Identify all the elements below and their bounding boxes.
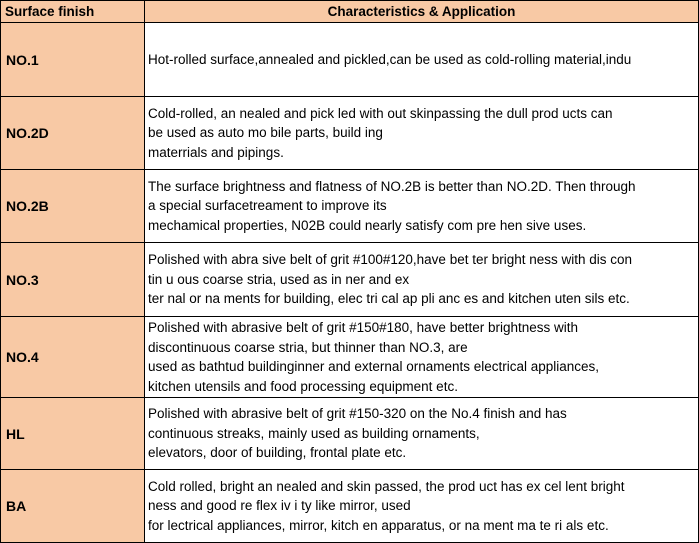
description-line: used as bathtud buildinginner and external ornaments electrical appliances, [148,359,600,374]
finish-name: NO.2D [1,97,145,170]
finish-description [145,398,699,470]
finish-description [145,97,699,170]
finish-description [145,317,699,398]
table-row [1,317,699,398]
table-row [1,97,699,170]
description-line: continuous streaks, mainly used as building ornaments, [148,425,480,441]
finish-description [145,23,699,97]
finish-name: NO.1 [1,23,145,97]
description-line: kitchen utensils and food processing equipment etc. [148,378,458,394]
description-line: The surface brightness and flatness of NO.2B is better than NO.2D. Then through [148,178,636,194]
description-line: a special surfacetreament to improve its [148,198,387,214]
description-line: Polished with abrasive belt of grit #150#180, have better brightness with [148,320,579,335]
finish-name: NO.3 [1,243,145,317]
description-line: mechamical properties, N02B could nearly satisfy com pre hen sive uses. [148,217,587,233]
description-line: for lectrical appliances, mirror, kitch en apparatus, or na ment ma te ri als etc. [148,517,609,533]
finish-name: HL [1,398,145,470]
description-line: discontinuous coarse stria, but thinner than NO.3, are [148,339,468,355]
table-row [1,170,699,243]
description-line: Hot-rolled surface,annealed and pickled,can be used as cold-rolling material,indu [148,51,632,67]
description-line: ter nal or na ments for building, elec tri cal ap pli anc es and kitchen uten sils etc. [148,291,630,307]
table-row [1,398,699,470]
description-line: Cold-rolled, an nealed and pick led with out skinpassing the dull prod ucts can [148,105,613,121]
finish-description [145,170,699,243]
table-row [1,470,699,543]
finish-description [145,470,699,543]
description-line: Cold rolled, bright an nealed and skin passed, the prod uct has ex cel lent bright [148,478,625,494]
table-row [1,23,699,97]
description-line: elevators, door of building, frontal plate etc. [148,445,407,461]
header-surface-finish: Surface finish [1,1,145,23]
description-line: ness and good re flex iv i ty like mirror, used [148,498,411,514]
finish-name: NO.2B [1,170,145,243]
header-characteristics: Characteristics & Application [145,1,699,23]
finish-name: NO.4 [1,317,145,398]
description-line: materrials and pipings. [148,144,284,160]
finish-name: BA [1,470,145,543]
finish-description [145,243,699,317]
header-row [1,1,699,23]
description-line: Polished with abra sive belt of grit #100#120,have bet ter bright ness with dis con [148,252,633,268]
description-line: tin u ous coarse stria, used as in ner and ex [148,271,410,287]
table-row [1,243,699,317]
description-line: be used as auto mo bile parts, build ing [148,125,383,141]
description-line: Polished with abrasive belt of grit #150-320 on the No.4 finish and has [148,406,567,422]
